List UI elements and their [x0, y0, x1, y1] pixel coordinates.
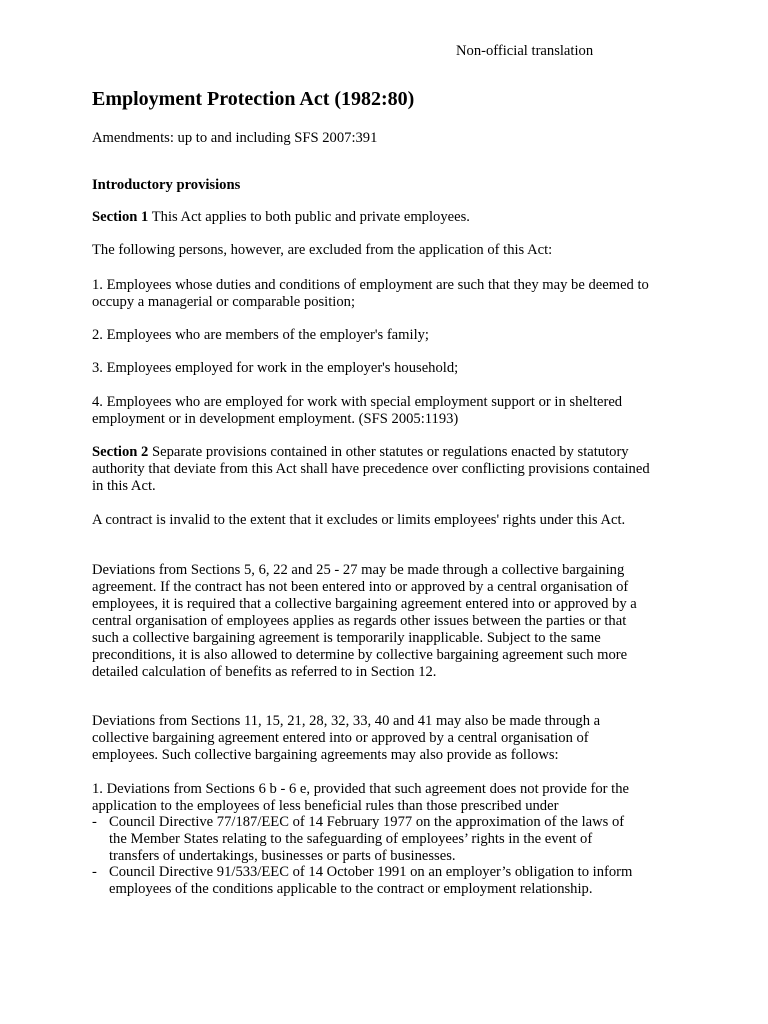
list-dash: - — [92, 864, 97, 880]
section-1-label: Section 1 — [92, 209, 149, 225]
document-title: Employment Protection Act (1982:80) — [92, 88, 415, 110]
deviations-paragraph-1: Deviations from Sections 5, 6, 22 and 25 - 27 may be made through a collective bargaining agreement. If the contract has not been entered into or approved by a central organisation of employees, it is required that a collective bargaining agreement entered into or approved by a central organisation of employees applies as regards other issues between the parties or that such a collective bargaining agreement is temporarily inapplicable. Subject to the same preconditions, it is also allowed to determine by collective bargaining agreement such more detailed calculation of benefits as referred to in Section 12. — [92, 562, 637, 680]
section-heading: Introductory provisions — [92, 177, 241, 193]
exclusion-item: 4. Employees who are employed for work with special employment support or in sheltered employment or in development employment. (SFS 2005:1193) — [92, 394, 623, 427]
directive-text: Council Directive 77/187/EEC of 14 February 1977 on the approximation of the laws of the Member States relating to the safeguarding of employees’ rights in the event of transfers of undertakings, businesses or parts of businesses. — [109, 814, 625, 864]
section-1-paragraph — [92, 209, 652, 226]
translation-note: Non-official translation — [456, 43, 594, 59]
list-dash: - — [92, 814, 97, 830]
section-1-text: This Act applies to both public and private employees. — [148, 209, 470, 225]
section-2-label: Section 2 — [92, 444, 149, 460]
exclusions-intro: The following persons, however, are excluded from the application of this Act: — [92, 242, 553, 258]
contract-paragraph: A contract is invalid to the extent that it excludes or limits employees' rights under this Act. — [92, 512, 626, 528]
section-2-text: Separate provisions contained in other statutes or regulations enacted by statutory authority that deviate from this Act shall have precedence over conflicting provisions contained in this Act. — [92, 444, 650, 494]
deviations-paragraph-2: Deviations from Sections 11, 15, 21, 28, 32, 33, 40 and 41 may also be made through a collective bargaining agreement entered into or approved by a central organisation of employees. Such collective bargaining agreements may also provide as follows: — [92, 713, 601, 763]
exclusion-item: 1. Employees whose duties and conditions of employment are such that they may be deemed to occupy a managerial or comparable position; — [92, 277, 649, 310]
directive-text: Council Directive 91/533/EEC of 14 October 1991 on an employer’s obligation to inform employees of the conditions applicable to the contract or employment relationship. — [109, 864, 633, 897]
exclusion-item: 2. Employees who are members of the employer's family; — [92, 327, 429, 343]
amendments-line: Amendments: up to and including SFS 2007:391 — [92, 130, 378, 146]
section-2-paragraph — [92, 444, 652, 495]
deviations-item-1: 1. Deviations from Sections 6 b - 6 e, provided that such agreement does not provide for the application to the employees of less beneficial rules than those prescribed under — [92, 781, 629, 814]
exclusion-item: 3. Employees employed for work in the employer's household; — [92, 360, 459, 376]
